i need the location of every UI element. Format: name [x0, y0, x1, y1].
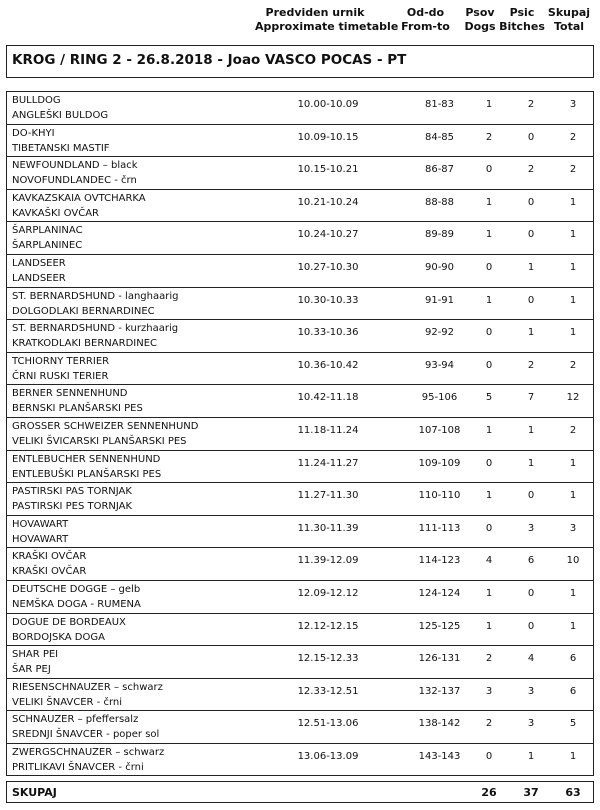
bitches-count: 2 [527, 164, 535, 176]
breed-name: DO-KHYI [12, 127, 55, 139]
breed-name: DOGUE DE BORDEAUX [12, 616, 126, 628]
dogs-count: 1 [485, 620, 493, 632]
bitches-count: 1 [527, 327, 535, 339]
total-count: 2 [569, 424, 577, 436]
breed-name-local: ČRNI RUSKI TERIER [12, 370, 109, 382]
breed-name: SCHNAUZER – pfeffersalz [12, 714, 139, 726]
total-header-si: Skupaj [547, 6, 591, 19]
catalogue-range: 111-113 [418, 522, 461, 534]
bitches-count: 2 [527, 359, 535, 371]
dogs-count: 2 [485, 718, 493, 730]
table-row [6, 516, 594, 549]
breed-name: ŠARPLANINAC [12, 225, 83, 237]
time-slot: 10.09-10.15 [297, 131, 359, 143]
catalogue-range: 86-87 [424, 164, 455, 176]
total-count: 1 [569, 229, 577, 241]
catalogue-range: 124-124 [418, 587, 461, 599]
dogs-header-si: Psov [465, 6, 495, 19]
time-slot: 10.21-10.24 [297, 196, 359, 208]
breed-name: HOVAWART [12, 518, 69, 530]
total-count: 1 [569, 457, 577, 469]
breed-name: DEUTSCHE DOGGE – gelb [12, 583, 141, 595]
breed-name-local: ANGLEŠKI BULDOG [12, 110, 109, 121]
breed-name: NEWFOUNDLAND – black [12, 160, 138, 172]
dogs-count: 1 [485, 294, 493, 306]
dogs-count: 0 [485, 457, 493, 469]
dogs-count: 1 [485, 196, 493, 208]
catalogue-range: 95-106 [421, 392, 458, 404]
bitches-count: 3 [527, 718, 535, 730]
dogs-count: 1 [485, 490, 493, 502]
breed-name-local: KAVKAŠKI OVČAR [12, 207, 99, 219]
time-slot: 10.36-10.42 [297, 359, 359, 371]
totals-total: 63 [565, 786, 581, 799]
breed-name-local: ENTLEBUŠKI PLANŠARSKI PES [12, 468, 162, 480]
time-slot: 12.33-12.51 [297, 685, 359, 697]
time-slot: 11.27-11.30 [297, 490, 359, 502]
dogs-count: 0 [485, 522, 493, 534]
dogs-count: 2 [485, 653, 493, 665]
catalogue-range: 138-142 [418, 718, 461, 730]
breed-name-local: PASTIRSKI PES TORNJAK [12, 501, 133, 513]
dogs-count: 0 [485, 261, 493, 273]
bitches-count: 2 [527, 99, 535, 110]
time-slot: 11.30-11.39 [297, 522, 359, 534]
bitches-count: 1 [527, 457, 535, 469]
breed-name: RIESENSCHNAUZER – schwarz [12, 681, 163, 693]
bitches-count: 0 [527, 131, 535, 143]
bitches-count: 0 [527, 196, 535, 208]
catalogue-range: 109-109 [418, 457, 461, 469]
time-slot: 12.09-12.12 [297, 587, 359, 599]
bitches-count: 3 [527, 522, 535, 534]
totals-row [6, 781, 594, 803]
totals-label: SKUPAJ [12, 786, 57, 799]
breed-name-local: BERNSKI PLANŠARSKI PES [12, 403, 143, 415]
table-row [6, 255, 594, 288]
totals-bitches: 37 [523, 786, 539, 799]
table-row [6, 385, 594, 418]
ring-title-box [6, 45, 594, 78]
catalogue-range: 126-131 [418, 653, 461, 665]
catalogue-range: 132-137 [418, 685, 461, 697]
column-headers [0, 6, 600, 42]
breed-name: GROSSER SCHWEIZER SENNENHUND [12, 420, 199, 432]
range-header-si: Od-do [406, 6, 445, 19]
breed-name-local: SREDNJI ŠNAVCER - poper sol [12, 729, 160, 741]
total-count: 5 [569, 718, 577, 730]
catalogue-range: 125-125 [418, 620, 461, 632]
dogs-count: 0 [485, 164, 493, 176]
total-count: 1 [569, 294, 577, 306]
bitches-count: 0 [527, 620, 535, 632]
catalogue-range: 90-90 [424, 261, 455, 273]
time-slot: 10.24-10.27 [297, 229, 359, 241]
schedule-table [6, 91, 594, 776]
time-slot: 10.42-11.18 [297, 392, 359, 404]
breed-name: LANDSEER [12, 257, 66, 269]
time-slot: 11.18-11.24 [297, 424, 359, 436]
breed-name-local: DOLGODLAKI BERNARDINEC [12, 305, 155, 317]
breed-name-local: KRATKODLAKI BERNARDINEC [12, 338, 158, 350]
table-row [6, 288, 594, 321]
table-row [6, 679, 594, 712]
breed-name-local: PRITLIKAVI ŠNAVCER - črni [12, 761, 144, 773]
total-count: 12 [566, 392, 580, 404]
dogs-count: 1 [485, 587, 493, 599]
bitches-count: 1 [527, 424, 535, 436]
table-row [6, 353, 594, 386]
time-slot: 10.00-10.09 [297, 99, 359, 110]
breed-name: TCHIORNY TERRIER [12, 355, 110, 367]
table-row [6, 483, 594, 516]
catalogue-range: 93-94 [424, 359, 455, 371]
breed-name-local: BORDOJSKA DOGA [12, 631, 105, 643]
dogs-count: 3 [485, 685, 493, 697]
total-count: 3 [569, 99, 577, 110]
dogs-count: 5 [485, 392, 493, 404]
breed-name: ST. BERNARDSHUND - kurzhaarig [12, 323, 179, 335]
time-slot: 10.33-10.36 [297, 327, 359, 339]
total-count: 2 [569, 164, 577, 176]
time-slot: 12.15-12.33 [297, 653, 359, 665]
total-count: 1 [569, 750, 577, 762]
total-count: 1 [569, 587, 577, 599]
dogs-count: 1 [485, 229, 493, 241]
bitches-header-si: Psic [509, 6, 535, 19]
dogs-count: 0 [485, 359, 493, 371]
breed-name: ZWERGSCHNAUZER – schwarz [12, 746, 165, 758]
table-row [6, 614, 594, 647]
catalogue-range: 91-91 [424, 294, 455, 306]
total-count: 1 [569, 620, 577, 632]
dogs-count: 0 [485, 750, 493, 762]
catalogue-range: 89-89 [424, 229, 455, 241]
breed-name-local: LANDSEER [12, 272, 66, 284]
dogs-count: 2 [485, 131, 493, 143]
total-count: 3 [569, 522, 577, 534]
dogs-header-en: Dogs [464, 20, 496, 33]
catalogue-range: 114-123 [418, 555, 461, 567]
breed-name: ENTLEBUCHER SENNENHUND [12, 453, 161, 465]
ring-title: KROG / RING 2 - 26.8.2018 - Joao VASCO POCAS - PT [12, 52, 407, 68]
table-row [6, 418, 594, 451]
breed-name-local: KRAŠKI OVČAR [12, 566, 87, 578]
total-count: 2 [569, 131, 577, 143]
bitches-header-en: Bitches [499, 20, 545, 33]
breed-name: KAVKAZSKAIA OVTCHARKA [12, 192, 146, 204]
dogs-count: 4 [485, 555, 493, 567]
total-count: 10 [566, 555, 580, 567]
time-slot: 13.06-13.09 [297, 750, 359, 762]
total-count: 1 [569, 196, 577, 208]
total-count: 2 [569, 359, 577, 371]
time-slot: 10.27-10.30 [297, 261, 359, 273]
total-count: 1 [569, 261, 577, 273]
bitches-count: 0 [527, 229, 535, 241]
breed-name-local: ŠAR PEJ [12, 664, 51, 676]
bitches-count: 0 [527, 490, 535, 502]
table-row [6, 451, 594, 484]
catalogue-range: 88-88 [424, 196, 455, 208]
table-row [6, 320, 594, 353]
bitches-count: 4 [527, 653, 535, 665]
table-row [6, 125, 594, 158]
catalogue-range: 81-83 [424, 99, 455, 110]
bitches-count: 7 [527, 392, 535, 404]
bitches-count: 1 [527, 750, 535, 762]
table-row [6, 548, 594, 581]
table-row [6, 744, 594, 777]
bitches-count: 1 [527, 261, 535, 273]
dogs-count: 1 [485, 99, 493, 110]
breed-name-local: VELIKI ŠNAVCER - črni [12, 696, 122, 708]
time-slot: 11.24-11.27 [297, 457, 359, 469]
total-header-en: Total [553, 20, 585, 33]
dogs-count: 1 [485, 424, 493, 436]
time-slot: 12.12-12.15 [297, 620, 359, 632]
breed-name: BERNER SENNENHUND [12, 388, 128, 400]
breed-name: SHAR PEI [12, 649, 59, 661]
catalogue-range: 107-108 [418, 424, 461, 436]
table-row [6, 190, 594, 223]
total-count: 1 [569, 327, 577, 339]
time-slot: 10.15-10.21 [297, 164, 359, 176]
table-row [6, 222, 594, 255]
time-slot: 10.30-10.33 [297, 294, 359, 306]
table-row [6, 646, 594, 679]
catalogue-range: 143-143 [418, 750, 461, 762]
breed-name-local: VELIKI ŠVICARSKI PLANŠARSKI PES [12, 435, 187, 447]
breed-name-local: ŠARPLANINEC [12, 240, 83, 252]
catalogue-range: 92-92 [424, 327, 455, 339]
breed-name: BULLDOG [12, 95, 61, 106]
breed-name-local: TIBETANSKI MASTIF [12, 142, 110, 154]
time-slot: 11.39-12.09 [297, 555, 359, 567]
bitches-count: 6 [527, 555, 535, 567]
bitches-count: 3 [527, 685, 535, 697]
bitches-count: 0 [527, 587, 535, 599]
breed-name-local: HOVAWART [12, 533, 69, 545]
table-row [6, 711, 594, 744]
catalogue-range: 110-110 [418, 490, 461, 502]
timetable-header-en: Approximate timetable [255, 20, 399, 33]
time-slot: 12.51-13.06 [297, 718, 359, 730]
bitches-count: 0 [527, 294, 535, 306]
catalogue-range: 84-85 [424, 131, 455, 143]
timetable-header-si: Predviden urnik [265, 6, 365, 19]
breed-name-local: NEMŠKA DOGA - RUMENA [12, 598, 141, 610]
table-row [6, 157, 594, 190]
breed-name: PASTIRSKI PAS TORNJAK [12, 486, 132, 498]
total-count: 1 [569, 490, 577, 502]
table-row [6, 581, 594, 614]
dogs-count: 0 [485, 327, 493, 339]
breed-name: ST. BERNARDSHUND - langhaarig [12, 290, 179, 302]
breed-name: KRAŠKI OVČAR [12, 551, 87, 563]
total-count: 6 [569, 653, 577, 665]
table-row [6, 92, 594, 125]
totals-dogs: 26 [481, 786, 497, 799]
range-header-en: From-to [401, 20, 450, 33]
breed-name-local: NOVOFUNDLANDEC - črn [12, 175, 137, 187]
total-count: 6 [569, 685, 577, 697]
